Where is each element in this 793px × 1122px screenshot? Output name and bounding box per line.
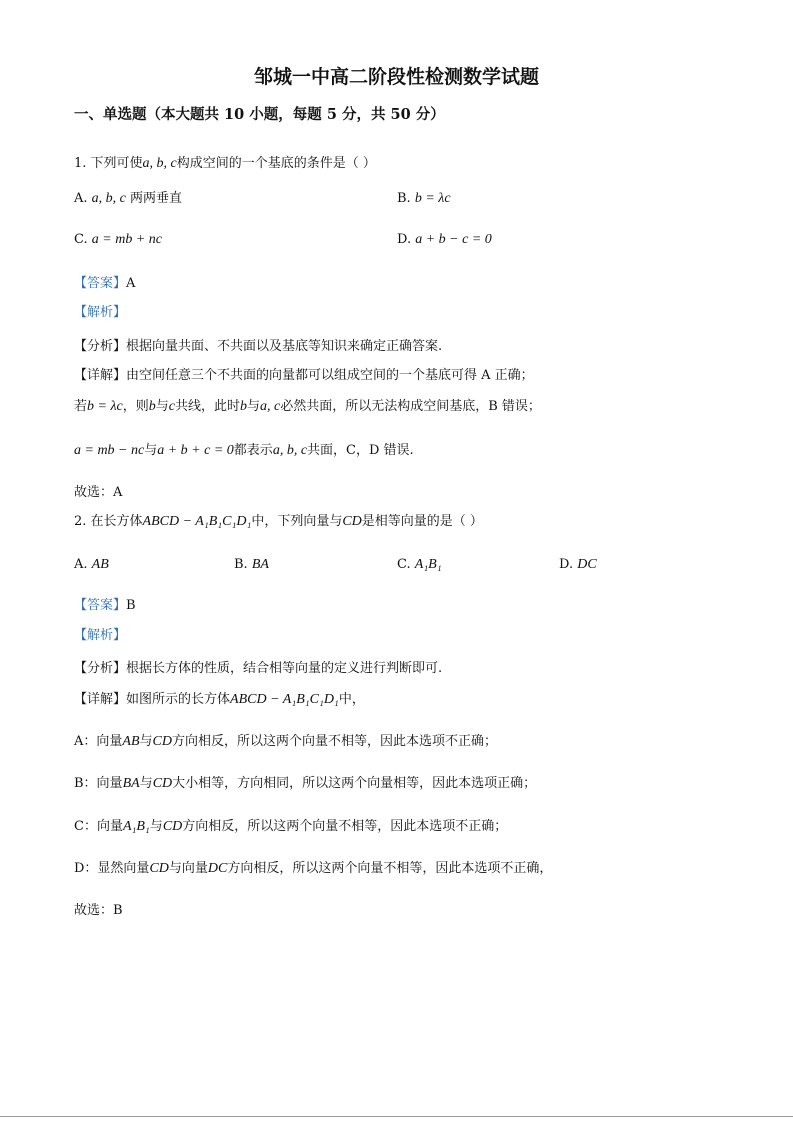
q1-detail-line3: a = mb − nc与a + b + c = 0都表示a, b, c共面，C，D 错误. [74,443,414,458]
q2-option-a: A. AB [74,557,109,572]
q1-xiangjie: 【详解】由空间任意三个不共面的向量都可以组成空间的一个基底可得 A 正确； [74,368,534,383]
q2-option-c: C. A₁B₁ [397,557,442,572]
page-bottom-rule [0,1116,793,1117]
q2-stem: 2. 在长方体ABCD − A₁B₁C₁D₁中，下列向量与CD是相等向量的是（ ） [74,514,483,529]
q1-stem-math: a, b, c [142,156,177,171]
q1-fenxi: 【分析】根据向量共面、不共面以及基底等知识来确定正确答案. [74,339,443,354]
q2-option-d: D. DC [559,557,597,572]
q2-detail-d: D：显然向量CD与向量DC方向相反，所以这两个向量不相等，因此本选项不正确， [74,861,553,876]
q1-analysis-tag: 【解析】 [74,305,127,320]
section-heading: 一、单选题（本大题共 10 小题，每题 5 分，共 50 分） [74,106,445,123]
q1-answer: 【答案】A [74,276,136,291]
q2-option-b: B. BA [234,557,269,572]
page-title: 邹城一中高二阶段性检测数学试题 [253,66,539,88]
q1-option-c: C. a = mb + nc [74,232,162,247]
q2-conclusion: 故选：B [74,903,123,918]
q2-detail-b: B：向量BA与CD大小相等，方向相同，所以这两个向量相等，因此本选项正确； [74,776,537,791]
q1-option-a: A. a, b, c 两两垂直 [74,191,183,206]
q2-analysis-tag: 【解析】 [74,628,127,643]
q2-fenxi: 【分析】根据长方体的性质，结合相等向量的定义进行判断即可. [74,661,443,676]
q1-conclusion: 故选：A [74,485,123,500]
q1-option-d: D. a + b − c = 0 [397,232,492,247]
q1-option-b: B. b = λc [397,191,451,206]
q1-stem: 1. 下列可使a, b, c构成空间的一个基底的条件是（ ） [74,156,376,171]
q1-detail-line2: 若b = λc，则b与c共线，此时b与a, c必然共面，所以无法构成空间基底，B 错误； [74,399,541,414]
q2-answer: 【答案】B [74,598,136,613]
q2-detail-c: C：向量A₁B₁与CD方向相反，所以这两个向量不相等，因此本选项不正确； [74,819,508,834]
q2-detail-a: A：向量AB与CD方向相反，所以这两个向量不相等，因此本选项不正确； [74,734,497,749]
q2-xiangjie: 【详解】如图所示的长方体ABCD − A₁B₁C₁D₁中， [74,692,365,707]
